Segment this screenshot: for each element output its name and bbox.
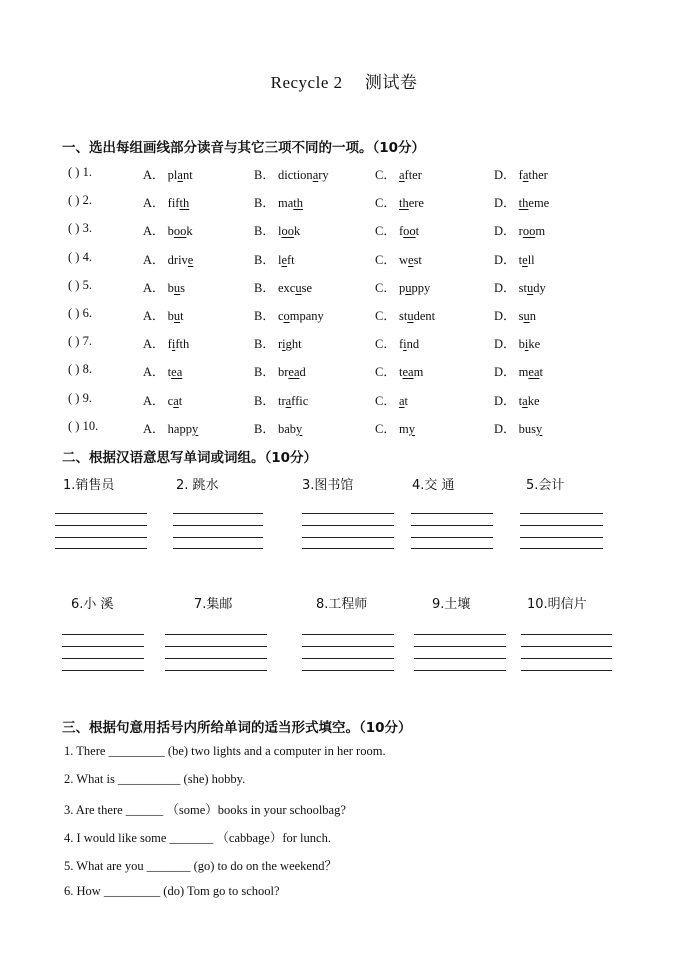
option-c: C． puppy (375, 280, 431, 295)
option-c: C． student (375, 309, 436, 323)
underlined-letters: u (405, 280, 412, 295)
answer-line[interactable] (521, 670, 612, 671)
answer-line[interactable] (520, 548, 603, 549)
answer-line[interactable] (302, 634, 394, 635)
option-b: B． bread (254, 365, 306, 380)
option-a: A． book (143, 224, 193, 239)
fill-in-sentence: 5. What are you _______ (go) to do on the weekend？ (64, 859, 337, 873)
underlined-letters: ea (171, 365, 183, 380)
answer-line[interactable] (411, 513, 493, 514)
underlined-letters: e (408, 252, 414, 267)
option-a: A． happy (143, 421, 199, 436)
option-c: C． there (375, 196, 424, 211)
answer-line[interactable] (520, 513, 603, 514)
answer-line[interactable] (173, 548, 263, 549)
underlined-letters: y (296, 421, 303, 436)
option-d: D． sun (494, 309, 537, 323)
vocab-prompt: 8.工程师 (316, 597, 368, 612)
answer-line[interactable] (165, 670, 267, 671)
fill-in-sentence: 6. How _________ (do) Tom go to school? (64, 884, 280, 898)
option-a: A． fifth (143, 196, 190, 211)
underlined-letters: oo (281, 224, 294, 239)
vocab-prompt: 5.会计 (526, 478, 565, 493)
underlined-letters: oo (403, 224, 416, 239)
option-b: B． excuse (254, 280, 312, 295)
option-a: A． cat (143, 393, 183, 408)
option-c: C． team (375, 365, 424, 380)
underlined-letters: i (524, 337, 529, 352)
option-d: D． room (494, 224, 546, 239)
underlined-letters: e (281, 252, 288, 267)
option-d: D． father (494, 168, 548, 182)
option-a: A． tea (143, 365, 183, 380)
underlined-letters: ea (528, 365, 540, 380)
answer-line[interactable] (55, 525, 147, 526)
question-number: ( ) 2. (68, 193, 92, 208)
vocab-prompt: 4.交 通 (412, 478, 455, 493)
underlined-letters: a (398, 168, 405, 182)
answer-line[interactable] (165, 634, 267, 635)
underlined-letters: i (403, 337, 407, 352)
underlined-letters: a (312, 168, 319, 182)
fill-in-sentence: 2. What is __________ (she) hobby. (64, 772, 246, 786)
answer-line[interactable] (302, 658, 394, 659)
answer-line[interactable] (411, 525, 493, 526)
option-b: B． right (254, 337, 302, 352)
underlined-letters: th (293, 196, 303, 211)
underlined-letters: a (285, 393, 292, 408)
answer-line[interactable] (62, 670, 144, 671)
answer-line[interactable] (411, 537, 493, 538)
page-title: Recycle 2 测试卷 (270, 73, 418, 92)
answer-line[interactable] (521, 658, 612, 659)
option-d: D． tell (494, 252, 535, 267)
question-number: ( ) 9. (68, 390, 92, 405)
answer-line[interactable] (414, 646, 506, 647)
fill-in-sentence: 3. Are there ______ （some）books in your schoolbag? (64, 803, 346, 817)
answer-line[interactable] (173, 537, 263, 538)
answer-line[interactable] (302, 537, 394, 538)
underlined-letters: u (295, 280, 302, 295)
answer-line[interactable] (62, 646, 144, 647)
answer-line[interactable] (414, 634, 506, 635)
option-d: D． study (494, 280, 546, 295)
question-number: ( ) 3. (68, 221, 92, 236)
answer-line[interactable] (165, 646, 267, 647)
answer-line[interactable] (62, 658, 144, 659)
option-b: B． traffic (254, 393, 309, 408)
underlined-letters: e (187, 252, 194, 267)
answer-line[interactable] (302, 548, 394, 549)
vocab-prompt: 3.图书馆 (302, 478, 354, 493)
question-number: ( ) 6. (68, 306, 92, 320)
section-3-heading: 三、根据句意用括号内所给单词的适当形式填空。（10分） (62, 720, 412, 736)
answer-line[interactable] (55, 537, 147, 538)
answer-line[interactable] (55, 513, 147, 514)
option-a: A． fifth (143, 337, 190, 352)
vocab-prompt: 2. 跳水 (176, 478, 219, 493)
option-c: C． foot (375, 224, 420, 239)
section-2-heading: 二、根据汉语意思写单词或词组。（10分） (62, 450, 318, 466)
option-b: B． look (254, 224, 301, 239)
underlined-letters: ea (288, 365, 300, 380)
option-b: B． left (254, 252, 295, 267)
option-d: D． meat (494, 365, 543, 380)
underlined-letters: y (408, 421, 415, 436)
option-a: A． but (143, 309, 184, 323)
answer-line[interactable] (165, 658, 267, 659)
question-number: ( ) 5. (68, 277, 92, 292)
answer-line[interactable] (302, 670, 394, 671)
option-b: B． company (254, 309, 324, 323)
option-d: D． busy (494, 421, 543, 436)
answer-line[interactable] (521, 646, 612, 647)
fill-in-sentence: 1. There _________ (be) two lights and a computer in her room. (64, 744, 386, 758)
answer-line[interactable] (521, 634, 612, 635)
answer-line[interactable] (62, 634, 144, 635)
underlined-letters: o (283, 309, 290, 323)
option-a: A． bus (143, 280, 186, 295)
option-a: A． drive (143, 252, 194, 267)
answer-line[interactable] (302, 525, 394, 526)
underlined-letters: y (191, 421, 199, 436)
vocab-prompt: 6.小 溪 (71, 597, 114, 612)
answer-line[interactable] (302, 513, 394, 514)
answer-line[interactable] (414, 670, 506, 671)
underlined-letters: oo (173, 224, 187, 239)
underlined-letters: i (282, 337, 286, 352)
underlined-letters: i (171, 337, 176, 352)
answer-line[interactable] (173, 513, 263, 514)
underlined-letters: a (177, 168, 183, 182)
underlined-letters: a (522, 393, 528, 408)
answer-line[interactable] (414, 658, 506, 659)
option-d: D． take (494, 393, 540, 408)
underlined-letters: oo (522, 224, 536, 239)
answer-line[interactable] (173, 525, 263, 526)
option-d: D． bike (494, 337, 541, 352)
option-b: B． dictionary (254, 168, 329, 182)
underlined-letters: u (407, 309, 414, 323)
fill-in-sentence: 4. I would like some _______ （cabbage）for lunch. (64, 831, 331, 845)
underlined-letters: th (518, 196, 529, 211)
underlined-letters: u (527, 280, 534, 295)
answer-line[interactable] (411, 548, 493, 549)
vocab-prompt: 7.集邮 (194, 597, 233, 612)
option-b: B． baby (254, 421, 303, 436)
option-c: C． my (375, 421, 415, 436)
answer-line[interactable] (520, 537, 603, 538)
answer-line[interactable] (302, 646, 394, 647)
option-c: C． west (375, 252, 422, 267)
underlined-letters: y (536, 421, 543, 436)
vocab-prompt: 10.明信片 (527, 597, 587, 612)
question-number: ( ) 8. (68, 362, 92, 377)
section-1-heading: 一、选出每组画线部分读音与其它三项不同的一项。（10分） (62, 140, 426, 156)
underlined-letters: u (173, 280, 181, 295)
underlined-letters: a (173, 393, 179, 408)
question-number: ( ) 1. (68, 165, 92, 179)
underlined-letters: th (398, 196, 409, 211)
option-c: C． at (375, 393, 409, 408)
answer-line[interactable] (55, 548, 147, 549)
underlined-letters: u (173, 309, 181, 323)
vocab-prompt: 1.销售员 (63, 478, 115, 493)
underlined-letters: u (523, 309, 530, 323)
question-number: ( ) 7. (68, 334, 92, 349)
underlined-letters: ea (402, 365, 414, 380)
option-c: C． find (375, 337, 420, 352)
underlined-letters: e (522, 252, 528, 267)
vocab-prompt: 9.土壤 (432, 597, 471, 612)
option-d: D． theme (494, 196, 550, 211)
underlined-letters: th (179, 196, 190, 211)
underlined-letters: a (522, 168, 529, 182)
question-number: ( ) 4. (68, 249, 92, 264)
option-c: C． after (375, 168, 422, 182)
option-a: A． plant (143, 168, 193, 182)
question-number: ( ) 10. (68, 418, 99, 433)
underlined-letters: a (398, 393, 405, 408)
option-b: B． math (254, 196, 303, 211)
answer-line[interactable] (520, 525, 603, 526)
